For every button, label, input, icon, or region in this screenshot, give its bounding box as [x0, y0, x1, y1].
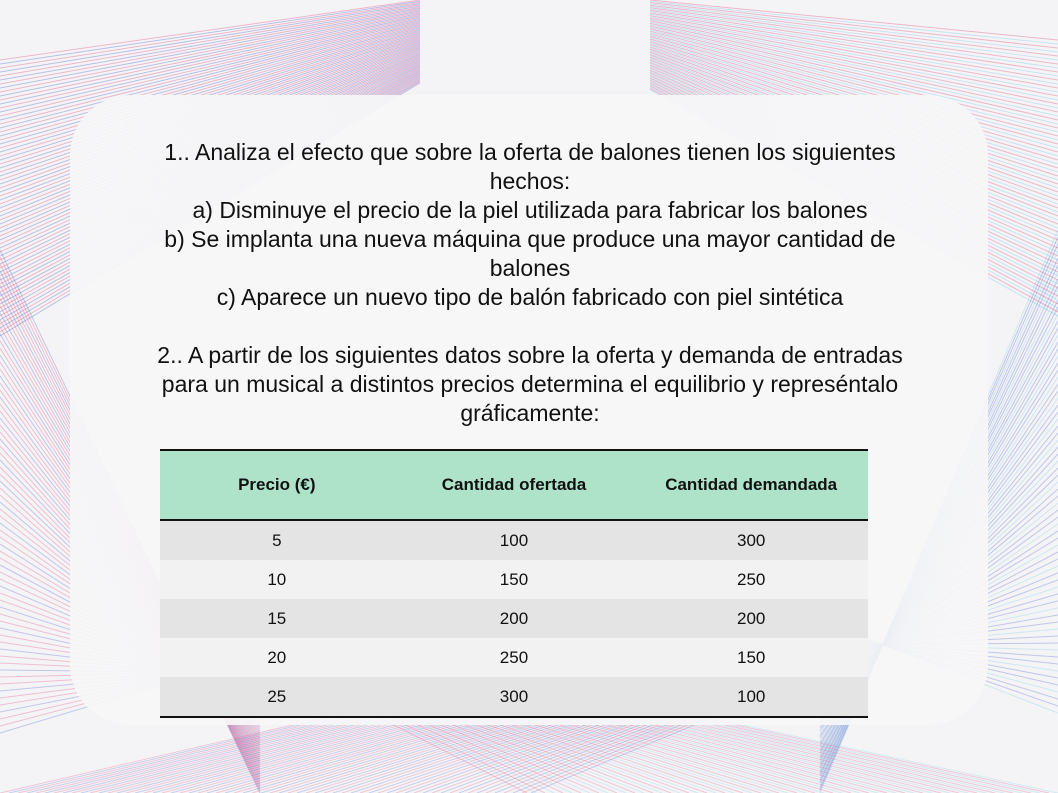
cell-demandada: 150 — [634, 638, 868, 677]
question-1-item-a: a) Disminuye el precio de la piel utilizada para fabricar los balones — [192, 197, 868, 223]
cell-ofertada: 150 — [394, 560, 635, 599]
question-1-line-2: hechos: — [489, 168, 571, 194]
cell-demandada: 300 — [634, 520, 868, 560]
table-row — [160, 677, 868, 717]
table-row — [160, 599, 868, 638]
spacer — [90, 312, 970, 341]
cell-precio: 10 — [160, 560, 394, 599]
cell-ofertada: 200 — [394, 599, 635, 638]
supply-demand-table — [160, 449, 868, 718]
cell-precio: 20 — [160, 638, 394, 677]
cell-demandada: 100 — [634, 677, 868, 717]
table-row — [160, 520, 868, 560]
cell-ofertada: 300 — [394, 677, 635, 717]
cell-precio: 15 — [160, 599, 394, 638]
cell-precio: 5 — [160, 520, 394, 560]
cell-demandada: 250 — [634, 560, 868, 599]
cell-ofertada: 100 — [394, 520, 635, 560]
question-2-line-3: gráficamente: — [460, 400, 600, 426]
table-row — [160, 638, 868, 677]
question-1-item-b-line-2: balones — [489, 255, 571, 281]
table-row — [160, 560, 868, 599]
table-header-row — [160, 450, 868, 520]
question-2-line-1: 2.. A partir de los siguientes datos sobre la oferta y demanda de entradas — [157, 342, 903, 368]
header-cantidad-ofertada: Cantidad ofertada — [394, 450, 635, 520]
cell-ofertada: 250 — [394, 638, 635, 677]
header-precio: Precio (€) — [160, 450, 394, 520]
question-1-item-b-line-1: b) Se implanta una nueva máquina que produce una mayor cantidad de — [164, 226, 896, 252]
question-1-item-c: c) Aparece un nuevo tipo de balón fabricado con piel sintética — [216, 284, 844, 310]
header-cantidad-demandada: Cantidad demandada — [634, 450, 868, 520]
cell-precio: 25 — [160, 677, 394, 717]
questions-text — [90, 138, 970, 428]
question-2-line-2: para un musical a distintos precios determina el equilibrio y represéntalo — [161, 371, 899, 397]
question-1-line-1: 1.. Analiza el efecto que sobre la oferta de balones tienen los siguientes — [164, 139, 896, 165]
cell-demandada: 200 — [634, 599, 868, 638]
